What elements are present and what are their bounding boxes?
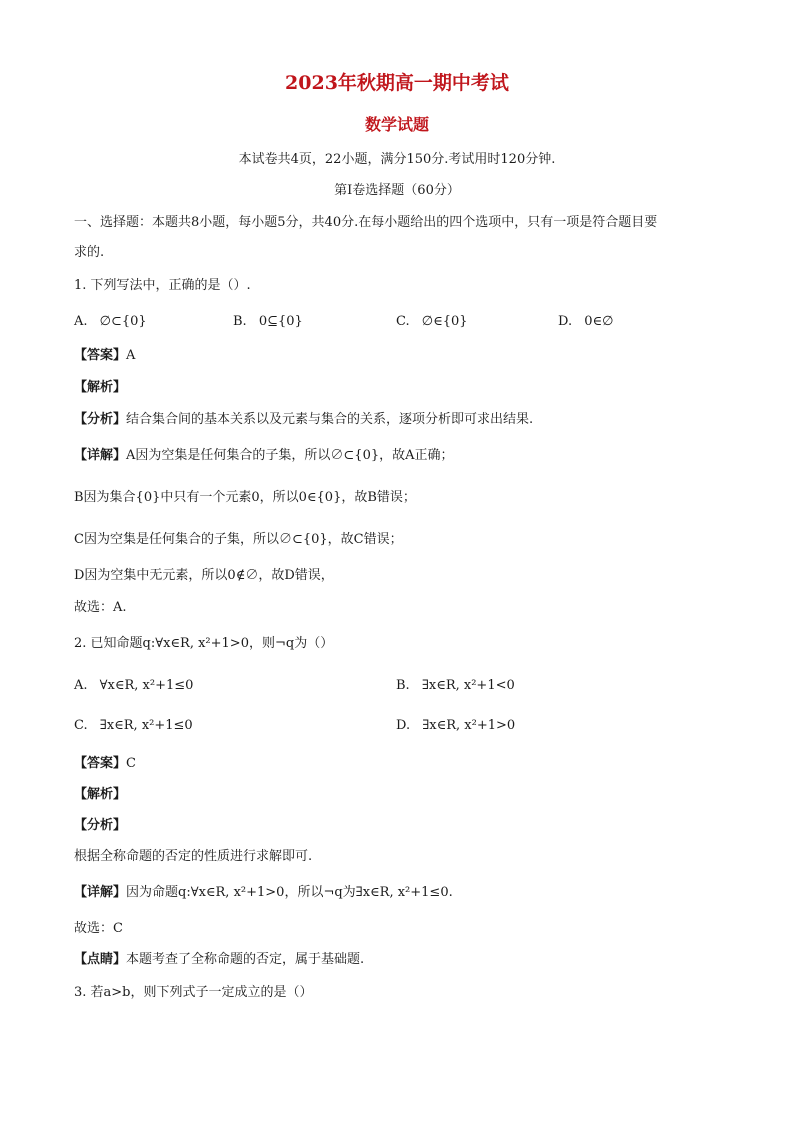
q1-option-a xyxy=(74,312,147,332)
q2-stem xyxy=(74,634,333,654)
option-math: 0⊆{0} xyxy=(258,314,303,329)
answer-tag: 【答案】 xyxy=(74,756,127,771)
q1-detail-c: C因为空集是任何集合的子集，所以∅⊂{0}，故C错误； xyxy=(74,532,403,547)
stem-math: q:∀x∈R, x²+1>0 xyxy=(142,636,249,651)
q2-option-b xyxy=(396,676,515,696)
option-math: ∀x∈R, x²+1≤0 xyxy=(99,678,194,693)
q2-choose: 故选：C xyxy=(74,921,123,936)
q2-answer xyxy=(74,754,136,774)
q2-fenxi: 根据全称命题的否定的性质进行求解即可. xyxy=(74,849,313,864)
q1-answer xyxy=(74,346,135,366)
q1-analysis-heading xyxy=(74,378,126,398)
fenxi-tag: 【分析】 xyxy=(74,818,127,833)
q1-detail-d: D因为空集中无元素，所以0∉∅，故D错误， xyxy=(74,568,334,583)
page-title: 2023年秋期高一期中考试 xyxy=(285,72,509,94)
q2-option-c xyxy=(74,716,193,736)
q2-analysis-heading xyxy=(74,785,126,805)
option-label: D. xyxy=(396,718,411,733)
q1-fenxi xyxy=(74,410,533,430)
q1-option-d xyxy=(558,312,613,332)
option-label: C. xyxy=(74,718,88,733)
q1-detail-a xyxy=(74,446,454,466)
answer-value: A xyxy=(126,348,136,363)
option-math: ∅⊂{0} xyxy=(99,314,147,329)
option-math: ∅∈{0} xyxy=(421,314,468,329)
q2-option-a xyxy=(74,676,193,696)
instructions-line-2: 求的. xyxy=(74,245,105,260)
q2-detail xyxy=(74,883,453,903)
q1-option-c xyxy=(396,312,468,332)
q1-detail-b: B因为集合{0}中只有一个元素0，所以0∈{0}，故B错误； xyxy=(74,490,416,505)
detail-text: 因为命题q:∀x∈R, x²+1>0，所以¬q为∃x∈R, x²+1≤0. xyxy=(126,885,453,900)
option-math: ∃x∈R, x²+1>0 xyxy=(422,718,516,733)
stem-neg: ¬q xyxy=(275,636,295,651)
answer-tag: 【答案】 xyxy=(74,348,127,363)
analysis-tag: 【解析】 xyxy=(74,380,127,395)
option-math: 0∈∅ xyxy=(584,314,614,329)
instructions-line-1: 一、选择题：本题共8小题，每小题5分，共40分.在每小题给出的四个选项中，只有一项是符合题目要 xyxy=(74,215,658,230)
q2-fenxi-heading xyxy=(74,816,126,836)
analysis-tag: 【解析】 xyxy=(74,787,127,802)
section-heading: 第Ⅰ卷选择题（60分） xyxy=(334,183,460,198)
q3-stem: 3. 若a>b，则下列式子一定成立的是（） xyxy=(74,985,313,1000)
comment-tag: 【点睛】 xyxy=(74,952,127,967)
comment-text: 本题考查了全称命题的否定，属于基础题. xyxy=(126,952,365,967)
option-math: ∃x∈R, x²+1<0 xyxy=(421,678,515,693)
stem-post: 为（） xyxy=(294,636,334,651)
stem-mid: ，则 xyxy=(248,636,275,651)
q2-comment xyxy=(74,950,364,970)
q1-stem: 1. 下列写法中，正确的是（）. xyxy=(74,278,251,293)
detail-tag: 【详解】 xyxy=(74,885,127,900)
page-subtitle: 数学试题 xyxy=(364,115,429,134)
detail-tag: 【详解】 xyxy=(74,448,127,463)
detail-text: A因为空集是任何集合的子集，所以∅⊂{0}，故A正确； xyxy=(126,448,454,463)
option-label: C. xyxy=(396,314,410,329)
q1-option-b xyxy=(233,312,303,332)
option-label: A. xyxy=(74,314,88,329)
option-label: B. xyxy=(396,678,410,693)
exam-info: 本试卷共4页，22小题，满分150分.考试用时120分钟. xyxy=(238,152,556,167)
option-label: B. xyxy=(233,314,247,329)
option-label: D. xyxy=(558,314,573,329)
q1-choose: 故选：A. xyxy=(74,600,127,615)
answer-value: C xyxy=(126,756,136,771)
q2-option-d xyxy=(396,716,515,736)
fenxi-tag: 【分析】 xyxy=(74,412,127,427)
option-math: ∃x∈R, x²+1≤0 xyxy=(99,718,193,733)
option-label: A. xyxy=(74,678,88,693)
stem-pre: 2. 已知命题 xyxy=(74,636,143,651)
fenxi-text: 结合集合间的基本关系以及元素与集合的关系，逐项分析即可求出结果. xyxy=(126,412,534,427)
